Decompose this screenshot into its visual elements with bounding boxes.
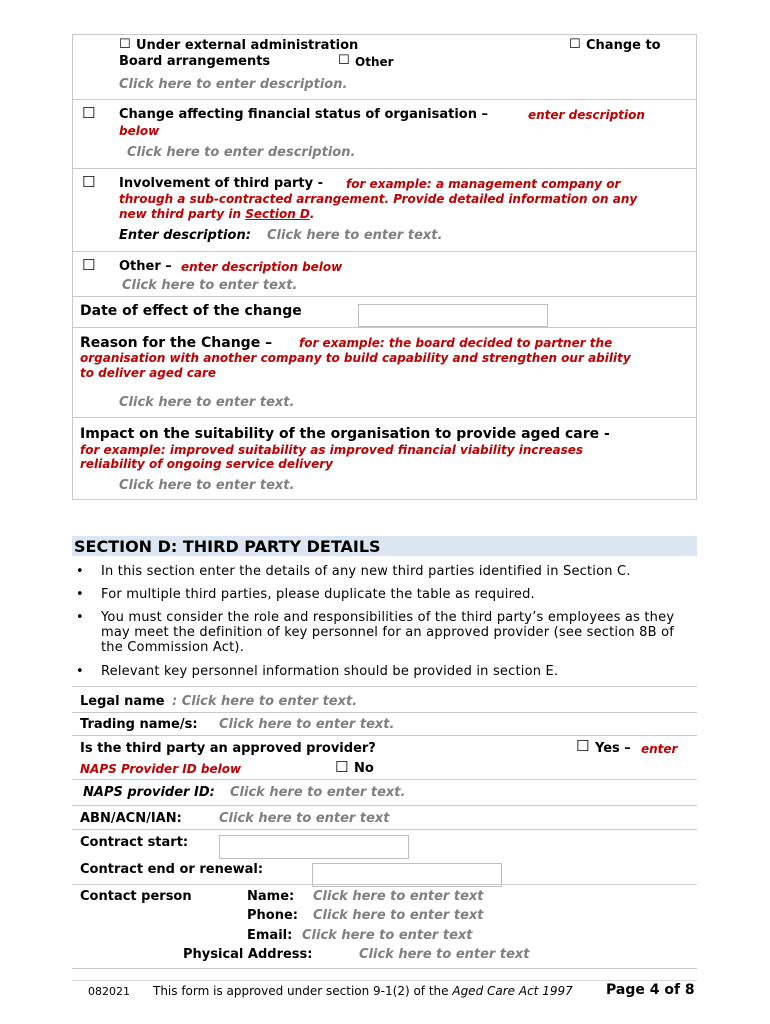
row1-description-input[interactable]: Click here to enter description.	[119, 77, 348, 92]
bullet-text: You must consider the role and responsibilities of the third party’s employees as they may meet the definition of key personnel for an approved provider (see section 8B of the Commission Act).	[101, 610, 675, 655]
naps-id-label: NAPS provider ID:	[83, 785, 215, 800]
contact-person-label: Contact person	[80, 889, 192, 904]
physical-address-label: Physical Address:	[183, 947, 313, 962]
third-party-description-input[interactable]: Click here to enter text.	[267, 228, 443, 243]
row-divider	[72, 251, 697, 252]
contact-phone-label: Phone:	[247, 908, 298, 923]
bullet-text: In this section enter the details of any new third parties identified in Section C.	[101, 564, 631, 579]
table-top-border	[72, 34, 697, 35]
contact-email-label: Email:	[247, 928, 293, 943]
contact-email-input[interactable]: Click here to enter text	[302, 928, 473, 943]
row-divider	[72, 168, 697, 169]
third-party-hint-text: new third party in	[119, 207, 242, 221]
third-party-hint-end	[119, 207, 314, 221]
bullet-marker: •	[76, 587, 84, 602]
third-party-hint: for example: a management company or	[346, 177, 621, 191]
impact-label: Impact on the suitability of the organisation to provide aged care -	[80, 426, 610, 442]
date-of-effect-input[interactable]	[358, 304, 548, 327]
naps-id-input[interactable]: Click here to enter text.	[230, 785, 406, 800]
bullet-marker: •	[76, 564, 84, 579]
change-to-checkbox[interactable]: ☐	[569, 37, 581, 52]
footer-approval-text: This form is approved under section 9-1(2) of the	[153, 984, 449, 998]
table-right-border	[696, 34, 697, 500]
abn-label: ABN/ACN/IAN:	[80, 811, 182, 826]
reason-hint-end: to deliver aged care	[80, 366, 217, 380]
date-of-effect-label: Date of effect of the change	[80, 303, 302, 319]
other-small-label: Other	[355, 55, 394, 69]
under-admin-label: Under external administration	[136, 38, 359, 53]
row-divider	[72, 327, 697, 328]
contact-name-label: Name:	[247, 889, 295, 904]
bullet-marker: •	[76, 610, 84, 625]
table-bottom-border	[72, 499, 697, 500]
footer-approval	[153, 984, 573, 998]
abn-input[interactable]: Click here to enter text	[219, 811, 390, 826]
contract-start-input[interactable]	[219, 835, 409, 859]
reason-label: Reason for the Change –	[80, 335, 273, 351]
row-divider	[72, 968, 697, 969]
other-label: Other –	[119, 259, 172, 274]
footer-rule	[72, 980, 697, 981]
naps-hint: NAPS Provider ID below	[80, 762, 242, 776]
impact-input[interactable]: Click here to enter text.	[119, 478, 295, 493]
contact-phone-input[interactable]: Click here to enter text	[313, 908, 484, 923]
financial-hint: enter description	[528, 108, 645, 122]
row-divider	[72, 829, 697, 830]
bullet-marker: •	[76, 664, 84, 679]
row-divider	[72, 686, 697, 687]
board-arrangements-label: Board arrangements	[119, 54, 271, 69]
financial-label: Change affecting financial status of organisation –	[119, 107, 488, 122]
reason-input[interactable]: Click here to enter text.	[119, 395, 295, 410]
third-party-checkbox[interactable]: ☐	[82, 173, 96, 191]
contact-name-input[interactable]: Click here to enter text	[313, 889, 484, 904]
contract-start-label: Contract start:	[80, 835, 189, 850]
financial-description-input[interactable]: Click here to enter description.	[127, 145, 356, 160]
other-small-checkbox[interactable]: ☐	[338, 53, 350, 68]
financial-hint-cont: below	[119, 124, 160, 138]
page-number: Page 4 of 8	[606, 982, 695, 998]
change-to-label: Change to	[586, 38, 661, 53]
yes-hint: enter	[641, 742, 678, 756]
third-party-hint-period: .	[309, 207, 315, 221]
footer-code: 082021	[88, 985, 130, 998]
no-label: No	[354, 761, 374, 776]
section-d-heading: SECTION D: THIRD PARTY DETAILS	[74, 537, 381, 556]
legal-name-input[interactable]: : Click here to enter text.	[172, 694, 358, 709]
impact-hint: for example: improved suitability as improved financial viability increases	[80, 443, 584, 457]
row-divider	[72, 884, 697, 885]
row-divider	[72, 296, 697, 297]
reason-hint: for example: the board decided to partner the	[299, 336, 613, 350]
physical-address-input[interactable]: Click here to enter text	[359, 947, 530, 962]
other-checkbox[interactable]: ☐	[82, 256, 96, 274]
reason-hint-cont: organisation with another company to build capability and strengthen our ability	[80, 351, 631, 365]
under-admin-checkbox[interactable]: ☐	[119, 37, 131, 52]
yes-label: Yes –	[595, 741, 631, 756]
yes-checkbox[interactable]: ☐	[576, 737, 590, 755]
trading-name-input[interactable]: Click here to enter text.	[219, 717, 395, 732]
trading-name-label: Trading name/s:	[80, 717, 198, 732]
row-divider	[72, 712, 697, 713]
row-divider	[72, 805, 697, 806]
enter-description-label: Enter description:	[119, 228, 251, 243]
contract-end-label: Contract end or renewal:	[80, 862, 264, 877]
other-description-input[interactable]: Click here to enter text.	[122, 278, 298, 293]
table-left-border	[72, 34, 73, 500]
row-divider	[72, 417, 697, 418]
footer-act-name: Aged Care Act 1997	[452, 984, 573, 998]
third-party-hint-cont: through a sub-contracted arrangement. Provide detailed information on any	[119, 192, 638, 206]
legal-name-label: Legal name	[80, 694, 165, 709]
other-hint: enter description below	[181, 260, 343, 274]
impact-hint-cont: reliability of ongoing service delivery	[80, 457, 333, 471]
row-divider	[72, 779, 697, 780]
financial-checkbox[interactable]: ☐	[82, 104, 96, 122]
bullet-text: Relevant key personnel information should be provided in section E.	[101, 664, 559, 679]
third-party-label: Involvement of third party -	[119, 176, 323, 191]
no-checkbox[interactable]: ☐	[335, 758, 349, 776]
row-divider	[72, 99, 697, 100]
row-divider	[72, 735, 697, 736]
approved-provider-question: Is the third party an approved provider?	[80, 741, 376, 756]
bullet-text: For multiple third parties, please duplicate the table as required.	[101, 587, 535, 602]
section-d-link[interactable]: Section D	[245, 207, 310, 221]
